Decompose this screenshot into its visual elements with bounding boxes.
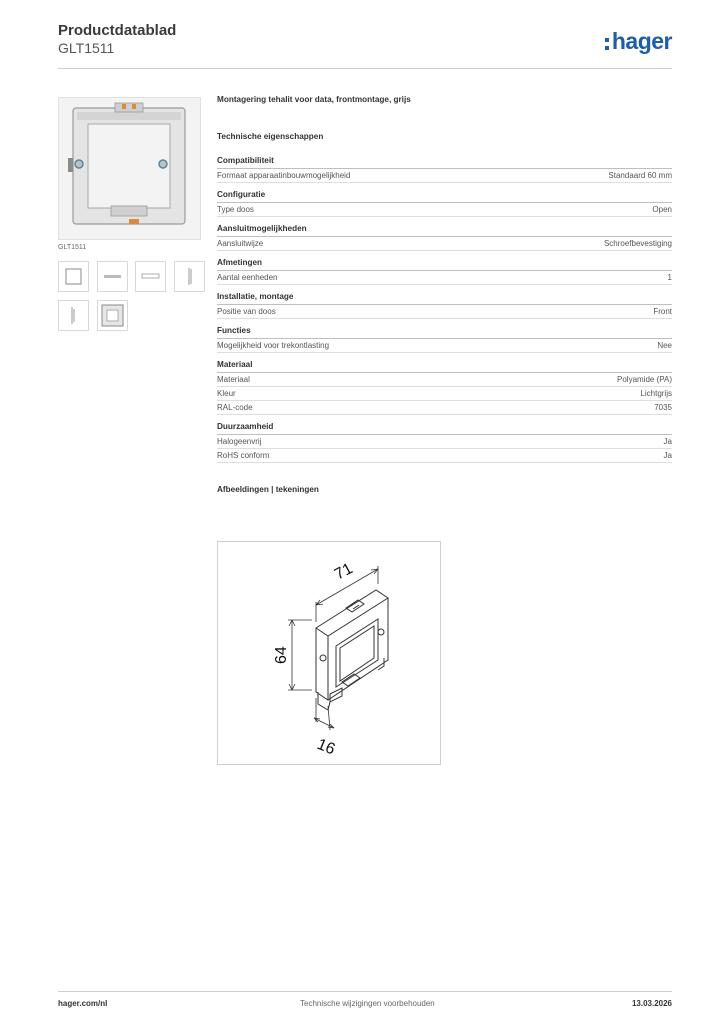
spec-row: RAL-code 7035 bbox=[217, 401, 672, 415]
spec-row: Aansluitwijze Schroefbevestiging bbox=[217, 237, 672, 251]
spec-row: Positie van doos Front bbox=[217, 305, 672, 319]
spec-row: Halogeenvrij Ja bbox=[217, 435, 672, 449]
section-duurzaamheid bbox=[217, 421, 672, 463]
section-configuratie bbox=[217, 189, 672, 217]
product-code: GLT1511 bbox=[58, 40, 115, 56]
depth-dimension-label: 16 bbox=[314, 735, 338, 759]
spec-row: Materiaal Polyamide (PA) bbox=[217, 373, 672, 387]
section-title: Duurzaamheid bbox=[217, 421, 672, 435]
photo-caption: GLT1511 bbox=[58, 244, 87, 251]
product-description: Montagering tehalit voor data, frontmontage, grijs bbox=[217, 95, 411, 104]
section-installatie-montage bbox=[217, 291, 672, 319]
footer-website-link[interactable]: hager.com/nl bbox=[58, 999, 108, 1008]
technical-drawing[interactable] bbox=[217, 541, 441, 765]
images-heading: Afbeeldingen | tekeningen bbox=[217, 485, 319, 494]
technical-properties-heading: Technische eigenschappen bbox=[217, 132, 324, 141]
spec-row: Kleur Lichtgrijs bbox=[217, 387, 672, 401]
width-dimension-label: 71 bbox=[331, 560, 356, 584]
section-afmetingen bbox=[217, 257, 672, 285]
section-title: Afmetingen bbox=[217, 257, 672, 271]
section-title: Installatie, montage bbox=[217, 291, 672, 305]
section-title: Materiaal bbox=[217, 359, 672, 373]
section-materiaal bbox=[217, 359, 672, 415]
page-title: Productdatablad bbox=[58, 22, 177, 39]
section-aansluitmogelijkheden bbox=[217, 223, 672, 251]
section-title: Aansluitmogelijkheden bbox=[217, 223, 672, 237]
spec-row: Formaat apparaatinbouwmogelijkheid Standaard 60 mm bbox=[217, 169, 672, 183]
spec-row: Mogelijkheid voor trekontlasting Nee bbox=[217, 339, 672, 353]
spec-row: Aantal eenheden 1 bbox=[217, 271, 672, 285]
thumbnail-left-side-view[interactable] bbox=[58, 300, 89, 331]
brand-logo: hager bbox=[605, 28, 672, 55]
footer-date: 13.03.2026 bbox=[631, 999, 672, 1008]
section-title: Compatibiliteit bbox=[217, 155, 672, 169]
product-photo bbox=[58, 97, 201, 240]
section-compatibiliteit bbox=[217, 155, 672, 183]
section-title: Functies bbox=[217, 325, 672, 339]
spec-row: RoHS conform Ja bbox=[217, 449, 672, 463]
thumbnail-front-view[interactable] bbox=[58, 261, 89, 292]
thumbnail-right-side-view[interactable] bbox=[174, 261, 205, 292]
thumbnail-top-view[interactable] bbox=[97, 261, 128, 292]
spec-row: Type doos Open bbox=[217, 203, 672, 217]
footer-notice: Technische wijzigingen voorbehouden bbox=[300, 999, 435, 1008]
footer-divider bbox=[58, 991, 672, 992]
thumbnail-bottom-view[interactable] bbox=[135, 261, 166, 292]
section-title: Configuratie bbox=[217, 189, 672, 203]
logo-colon-icon bbox=[605, 33, 609, 51]
specifications-panel bbox=[217, 95, 672, 497]
header-divider bbox=[58, 68, 672, 69]
section-functies bbox=[217, 325, 672, 353]
thumbnail-perspective-view[interactable] bbox=[97, 300, 128, 331]
height-dimension-label: 64 bbox=[273, 646, 290, 664]
